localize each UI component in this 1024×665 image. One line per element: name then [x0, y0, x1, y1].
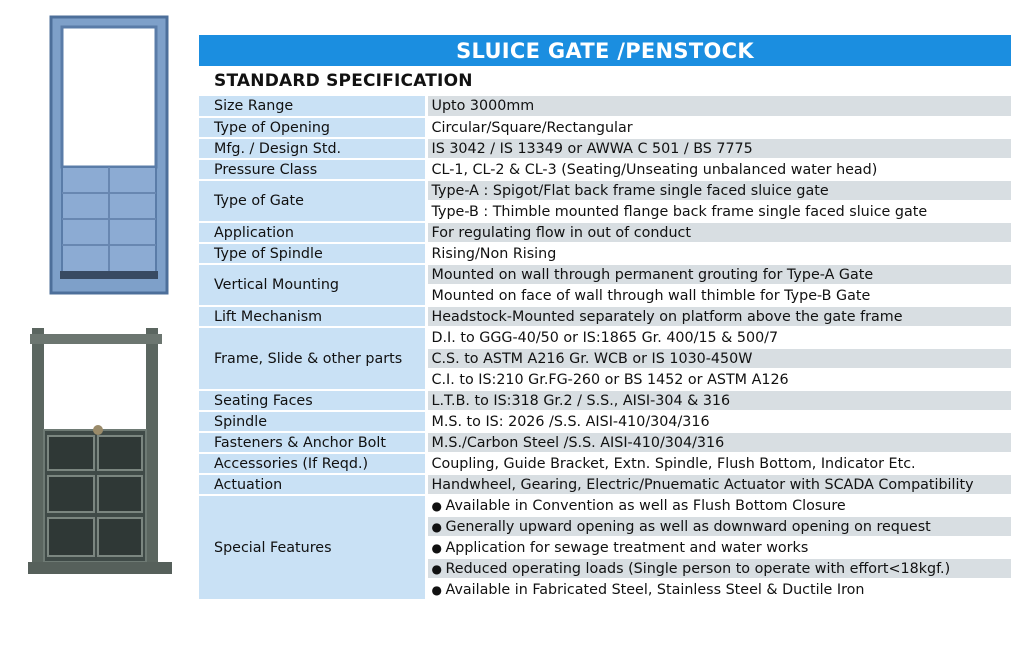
table-row: [199, 243, 1011, 264]
table-row: [199, 117, 1011, 138]
spec-value-text: Coupling, Guide Bracket, Extn. Spindle, Flush Bottom, Indicator Etc.: [431, 455, 916, 472]
spec-label: Actuation: [199, 474, 426, 495]
spec-value-text: Upto 3000mm: [431, 98, 535, 114]
spec-value: [426, 180, 1011, 201]
spec-value-text: Available in Convention as well as Flush Bottom Closure: [445, 497, 846, 514]
spec-label: Special Features: [199, 495, 426, 600]
spec-label: Vertical Mounting: [199, 264, 426, 306]
spec-label: Type of Gate: [199, 180, 426, 222]
table-row: [199, 432, 1011, 453]
spec-value-text: D.I. to GGG-40/50 or IS:1865 Gr. 400/15 & 500/7: [431, 329, 779, 346]
table-row: [199, 453, 1011, 474]
spec-value: [426, 348, 1011, 369]
spec-value: [426, 579, 1011, 600]
spec-label: Pressure Class: [199, 159, 426, 180]
spec-label: Accessories (If Reqd.): [199, 453, 426, 474]
bullet-icon: ●: [431, 540, 442, 555]
bullet-icon: ●: [431, 582, 442, 597]
spec-label: Type of Opening: [199, 117, 426, 138]
bullet-icon: ●: [431, 519, 442, 534]
spec-value-text: M.S./Carbon Steel /S.S. AISI-410/304/316: [431, 434, 725, 451]
spec-label: Spindle: [199, 411, 426, 432]
spec-value-text: Rising/Non Rising: [431, 245, 557, 262]
spec-value-text: Type-A : Spigot/Flat back frame single faced sluice gate: [431, 182, 829, 199]
spec-value: [426, 96, 1011, 117]
spec-value: [426, 327, 1011, 348]
spec-value-text: C.S. to ASTM A216 Gr. WCB or IS 1030-450W: [431, 350, 753, 367]
spec-label: Seating Faces: [199, 390, 426, 411]
spec-value: [426, 117, 1011, 138]
specification-table: [199, 96, 1011, 601]
table-row: [199, 180, 1011, 201]
spec-label: Lift Mechanism: [199, 306, 426, 327]
spec-value: [426, 390, 1011, 411]
spec-label: Type of Spindle: [199, 243, 426, 264]
spec-value: [426, 201, 1011, 222]
spec-value-text: L.T.B. to IS:318 Gr.2 / S.S., AISI-304 & 316: [431, 392, 731, 409]
spec-value: [426, 369, 1011, 390]
spec-value: [426, 222, 1011, 243]
spec-value: [426, 285, 1011, 306]
table-row: [199, 264, 1011, 285]
spec-value-text: IS 3042 / IS 13349 or AWWA C 501 / BS 7775: [431, 140, 753, 157]
page-title: SLUICE GATE /PENSTOCK: [456, 38, 754, 63]
spec-value: [426, 243, 1011, 264]
spec-value-text: Type-B : Thimble mounted flange back frame single faced sluice gate: [431, 203, 928, 220]
bullet-icon: ●: [431, 498, 442, 513]
spec-value: [426, 138, 1011, 159]
table-row: [199, 96, 1011, 117]
sluice-gate-photo-top: [48, 15, 170, 297]
spec-label: Mfg. / Design Std.: [199, 138, 426, 159]
table-row: [199, 390, 1011, 411]
spec-value-text: C.I. to IS:210 Gr.FG-260 or BS 1452 or ASTM A126: [431, 371, 789, 388]
table-row: [199, 474, 1011, 495]
table-row: [199, 327, 1011, 348]
table-row: [199, 138, 1011, 159]
spec-value: [426, 495, 1011, 516]
section-heading: STANDARD SPECIFICATION: [214, 71, 473, 91]
spec-value: [426, 264, 1011, 285]
spec-label: Fasteners & Anchor Bolt: [199, 432, 426, 453]
spec-value-text: Mounted on face of wall through wall thimble for Type-B Gate: [431, 287, 871, 304]
spec-value-text: CL-1, CL-2 & CL-3 (Seating/Unseating unbalanced water head): [431, 161, 878, 178]
spec-value-text: M.S. to IS: 2026 /S.S. AISI-410/304/316: [431, 413, 710, 430]
spec-label: Size Range: [199, 96, 426, 117]
spec-value: [426, 558, 1011, 579]
spec-value-text: For regulating flow in out of conduct: [431, 224, 691, 241]
page-title-bar: [199, 35, 1011, 66]
spec-value-text: Generally upward opening as well as downward opening on request: [445, 518, 931, 535]
spec-value-text: Available in Fabricated Steel, Stainless Steel & Ductile Iron: [445, 581, 865, 598]
table-row: [199, 306, 1011, 327]
spec-value-text: Mounted on wall through permanent grouting for Type-A Gate: [431, 266, 874, 283]
table-row: [199, 222, 1011, 243]
spec-value: [426, 474, 1011, 495]
spec-value: [426, 453, 1011, 474]
spec-value: [426, 306, 1011, 327]
spec-label: Application: [199, 222, 426, 243]
spec-value-text: Handwheel, Gearing, Electric/Pnuematic Actuator with SCADA Compatibility: [431, 476, 974, 493]
spec-value: [426, 432, 1011, 453]
spec-value: [426, 411, 1011, 432]
spec-value: [426, 159, 1011, 180]
table-row: [199, 159, 1011, 180]
spec-value: [426, 537, 1011, 558]
bullet-icon: ●: [431, 561, 442, 576]
spec-value-text: Headstock-Mounted separately on platform above the gate frame: [431, 308, 903, 325]
spec-label: Frame, Slide & other parts: [199, 327, 426, 390]
spec-value-text: Reduced operating loads (Single person to operate with effort<18kgf.): [445, 560, 951, 577]
spec-value: [426, 516, 1011, 537]
table-row: [199, 411, 1011, 432]
sluice-gate-photo-bottom: [28, 322, 174, 578]
table-row: [199, 495, 1011, 516]
spec-value-text: Circular/Square/Rectangular: [431, 119, 633, 136]
spec-value-text: Application for sewage treatment and water works: [445, 539, 809, 556]
